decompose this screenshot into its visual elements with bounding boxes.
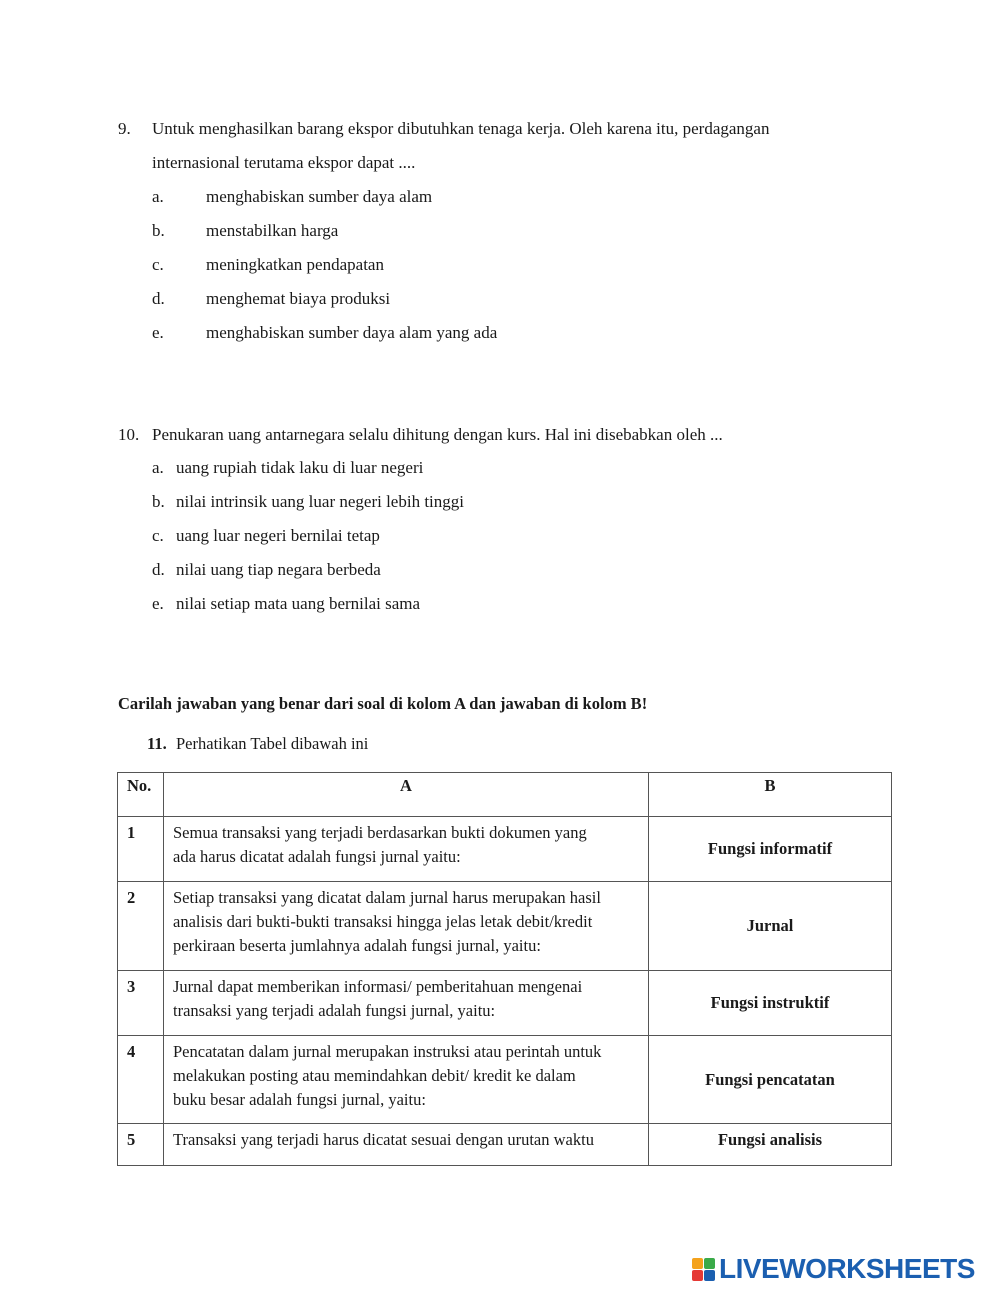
column-b-answer[interactable]: Jurnal [649, 882, 892, 971]
row-number: 1 [118, 817, 164, 882]
row-number: 5 [118, 1124, 164, 1166]
column-a-cell [164, 1036, 649, 1124]
option-text[interactable]: menstabilkan harga [206, 221, 339, 240]
section-instruction: Carilah jawaban yang benar dari soal di kolom A dan jawaban di kolom B! [118, 694, 648, 713]
cell-line: analisis dari bukti-bukti transaksi hingga jelas letak debit/kredit [173, 912, 593, 931]
option-letter: e. [152, 594, 164, 613]
option-text[interactable]: uang rupiah tidak laku di luar negeri [176, 458, 424, 477]
option-text[interactable]: uang luar negeri bernilai tetap [176, 526, 380, 545]
cell-line: Jurnal dapat memberikan informasi/ pemberitahuan mengenai [173, 977, 583, 996]
question-text: Perhatikan Tabel dibawah ini [176, 734, 369, 753]
question-text: Untuk menghasilkan barang ekspor dibutuhkan tenaga kerja. Oleh karena itu, perdagangan [152, 119, 770, 138]
cell-line: buku besar adalah fungsi jurnal, yaitu: [173, 1090, 426, 1109]
question-text-continued: internasional terutama ekspor dapat .... [152, 153, 416, 172]
cell-line: Setiap transaksi yang dicatat dalam jurnal harus merupakan hasil [173, 888, 601, 907]
question-text: Penukaran uang antarnegara selalu dihitung dengan kurs. Hal ini disebabkan oleh ... [152, 425, 723, 444]
table-row [118, 817, 892, 882]
logo-text: LIVEWORKSHEETS [719, 1253, 975, 1284]
option-letter: a. [152, 187, 164, 206]
column-header-no: No. [118, 773, 164, 817]
column-b-answer[interactable]: Fungsi informatif [649, 817, 892, 882]
row-number: 2 [118, 882, 164, 971]
column-a-cell [164, 882, 649, 971]
question-number: 9. [118, 119, 131, 138]
column-b-answer[interactable]: Fungsi instruktif [649, 971, 892, 1036]
cell-line: Transaksi yang terjadi harus dicatat sesuai dengan urutan waktu [173, 1130, 594, 1149]
option-letter: b. [152, 221, 165, 240]
option-text[interactable]: menghabiskan sumber daya alam yang ada [206, 323, 498, 342]
table-row [118, 1036, 892, 1124]
column-header-a: A [164, 773, 649, 817]
row-number: 3 [118, 971, 164, 1036]
option-letter: d. [152, 560, 165, 579]
table-row [118, 1124, 892, 1166]
option-text[interactable]: nilai setiap mata uang bernilai sama [176, 594, 421, 613]
option-letter: c. [152, 255, 164, 274]
cell-line: Semua transaksi yang terjadi berdasarkan bukti dokumen yang [173, 823, 587, 842]
liveworksheets-logo-icon [692, 1258, 715, 1281]
option-text[interactable]: nilai intrinsik uang luar negeri lebih tinggi [176, 492, 464, 511]
column-a-cell [164, 1124, 649, 1166]
question-number: 11. [147, 734, 167, 753]
table-row [118, 882, 892, 971]
matching-table [117, 772, 892, 1166]
row-number: 4 [118, 1036, 164, 1124]
cell-line: Pencatatan dalam jurnal merupakan instruksi atau perintah untuk [173, 1042, 602, 1061]
option-text[interactable]: meningkatkan pendapatan [206, 255, 384, 274]
table-row [118, 971, 892, 1036]
cell-line: melakukan posting atau memindahkan debit/ kredit ke dalam [173, 1066, 576, 1085]
table-header-row [118, 773, 892, 817]
option-letter: a. [152, 458, 164, 477]
column-header-b: B [649, 773, 892, 817]
option-letter: b. [152, 492, 165, 511]
liveworksheets-logo [692, 1253, 975, 1285]
option-text[interactable]: menghemat biaya produksi [206, 289, 391, 308]
option-text[interactable]: menghabiskan sumber daya alam [206, 187, 433, 206]
column-a-cell [164, 971, 649, 1036]
column-b-answer[interactable]: Fungsi pencatatan [649, 1036, 892, 1124]
column-b-answer[interactable]: Fungsi analisis [649, 1124, 892, 1166]
option-letter: c. [152, 526, 164, 545]
cell-line: ada harus dicatat adalah fungsi jurnal yaitu: [173, 847, 461, 866]
cell-line: perkiraan beserta jumlahnya adalah fungsi jurnal, yaitu: [173, 936, 541, 955]
column-a-cell [164, 817, 649, 882]
question-number: 10. [118, 425, 140, 444]
option-text[interactable]: nilai uang tiap negara berbeda [176, 560, 381, 579]
cell-line: transaksi yang terjadi adalah fungsi jurnal, yaitu: [173, 1001, 496, 1020]
option-letter: e. [152, 323, 164, 342]
option-letter: d. [152, 289, 165, 308]
